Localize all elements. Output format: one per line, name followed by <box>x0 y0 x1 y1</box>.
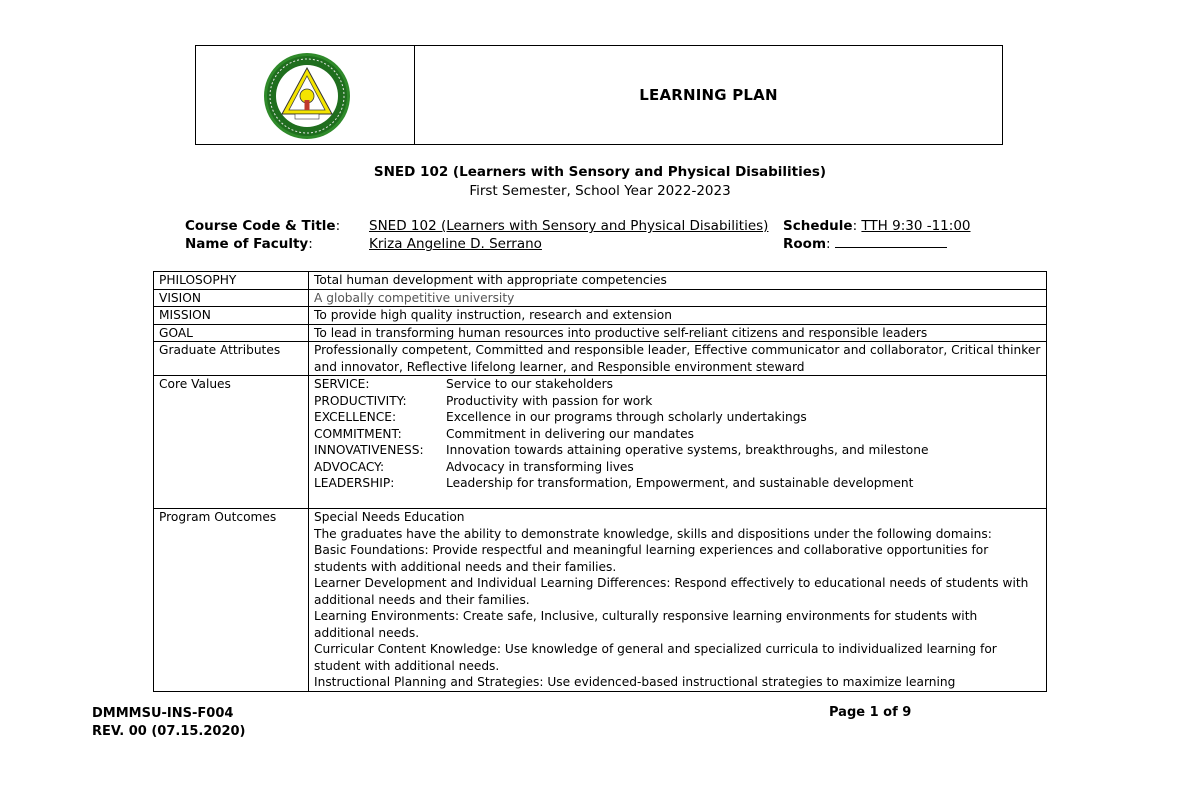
core-value-name: SERVICE: <box>314 377 370 391</box>
program-outcome-line: Curricular Content Knowledge: Use knowledge of general and specialized curricula to individualized learning for student with additional needs. <box>314 642 997 673</box>
core-value-desc: Service to our stakeholders <box>446 377 613 391</box>
philosophy-label: PHILOSOPHY <box>154 272 309 290</box>
table-row <box>154 509 1047 692</box>
room-group <box>783 236 947 252</box>
philosophy-value: Total human development with appropriate competencies <box>309 272 1047 290</box>
course-title: SNED 102 (Learners with Sensory and Physical Disabilities) <box>373 164 827 180</box>
core-value-desc: Advocacy in transforming lives <box>446 459 634 474</box>
course-code-value: SNED 102 (Learners with Sensory and Physical Disabilities) <box>369 218 769 234</box>
core-values-label: Core Values <box>154 376 309 509</box>
program-outcome-line: Learning Environments: Create safe, Inclusive, culturally responsive learning environments for students with additional needs. <box>314 609 978 640</box>
core-value-desc: Productivity with passion for work <box>446 393 653 408</box>
graduate-attributes-value: Professionally competent, Committed and responsible leader, Effective communicator and collaborator, Critical thinker and innovator, Reflective lifelong learner, and Responsible environment steward <box>309 342 1047 376</box>
semester-line: First Semester, School Year 2022-2023 <box>469 183 731 199</box>
core-value-desc: Innovation towards attaining operative systems, breakthroughs, and milestone <box>446 443 929 457</box>
program-outcomes-label: Program Outcomes <box>154 509 309 692</box>
document-title: LEARNING PLAN <box>639 86 778 104</box>
core-value-name: LEADERSHIP: <box>314 476 395 490</box>
core-value-item <box>314 442 1041 459</box>
page-number: Page 1 of 9 <box>829 705 912 720</box>
core-values-cell <box>309 376 1047 509</box>
core-value-item <box>314 393 1041 410</box>
course-code-label-group <box>185 218 340 234</box>
university-seal-logo <box>263 52 351 140</box>
course-code-value-group <box>369 218 768 234</box>
program-outcomes-cell <box>309 509 1047 692</box>
room-label: Room <box>783 236 827 252</box>
mission-value: To provide high quality instruction, research and extension <box>309 307 1047 325</box>
title-cell <box>415 46 1002 144</box>
mission-label: MISSION <box>154 307 309 325</box>
document-code: DMMMSU-INS-F004 <box>92 706 234 721</box>
footer-left <box>92 705 245 741</box>
core-value-name: INNOVATIVENESS: <box>314 443 424 457</box>
core-value-item <box>314 376 1041 393</box>
table-row <box>154 307 1047 325</box>
table-row <box>154 376 1047 509</box>
core-value-item <box>314 459 1041 476</box>
vision-value: A globally competitive university <box>309 289 1047 307</box>
core-value-desc: Excellence in our programs through scholarly undertakings <box>446 410 807 424</box>
core-value-name: PRODUCTIVITY: <box>314 393 407 408</box>
core-value-item <box>314 475 1041 492</box>
faculty-label-group <box>185 236 313 252</box>
table-row <box>154 324 1047 342</box>
core-value-name: EXCELLENCE: <box>314 410 397 424</box>
goal-value: To lead in transforming human resources into productive self-reliant citizens and responsible leaders <box>309 324 1047 342</box>
schedule-group <box>783 218 971 234</box>
graduate-attributes-label: Graduate Attributes <box>154 342 309 376</box>
vision-label: VISION <box>154 289 309 307</box>
goal-label: GOAL <box>154 324 309 342</box>
table-row <box>154 289 1047 307</box>
core-value-desc: Commitment in delivering our mandates <box>446 426 695 441</box>
colon: : <box>308 236 313 252</box>
core-value-name: COMMITMENT: <box>314 426 402 441</box>
core-value-name: ADVOCACY: <box>314 459 385 474</box>
logo-cell <box>196 46 415 144</box>
core-value-item <box>314 426 1041 443</box>
table-row <box>154 342 1047 376</box>
core-value-desc: Leadership for transformation, Empowerment, and sustainable development <box>446 476 914 490</box>
faculty-label: Name of Faculty <box>185 236 309 252</box>
schedule-value: TTH 9:30 -11:00 <box>861 218 971 234</box>
schedule-label: Schedule <box>783 218 853 234</box>
colon: : <box>852 218 858 234</box>
core-value-item <box>314 409 1041 426</box>
program-outcome-line: Learner Development and Individual Learning Differences: Respond effectively to educational needs of students with additional needs and their families. <box>314 576 1029 607</box>
revision-info: REV. 00 (07.15.2020) <box>92 724 246 739</box>
program-outcome-line: The graduates have the ability to demonstrate knowledge, skills and dispositions under the following domains: <box>314 526 992 541</box>
learning-plan-table <box>153 271 1047 692</box>
faculty-value-group <box>369 236 542 252</box>
program-outcome-line: Basic Foundations: Provide respectful and meaningful learning experiences and collaborative opportunities for students with additional needs and their families. <box>314 543 989 574</box>
faculty-value: Kriza Angeline D. Serrano <box>369 236 542 252</box>
course-code-label: Course Code & Title <box>185 218 336 234</box>
colon: : <box>826 236 831 252</box>
table-row <box>154 272 1047 290</box>
program-outcome-line: Instructional Planning and Strategies: Use evidenced-based instructional strategies to maximize learning <box>314 675 956 689</box>
colon: : <box>335 218 341 234</box>
header-box <box>195 45 1003 145</box>
program-outcome-line: Special Needs Education <box>314 510 465 524</box>
room-blank <box>835 236 947 248</box>
